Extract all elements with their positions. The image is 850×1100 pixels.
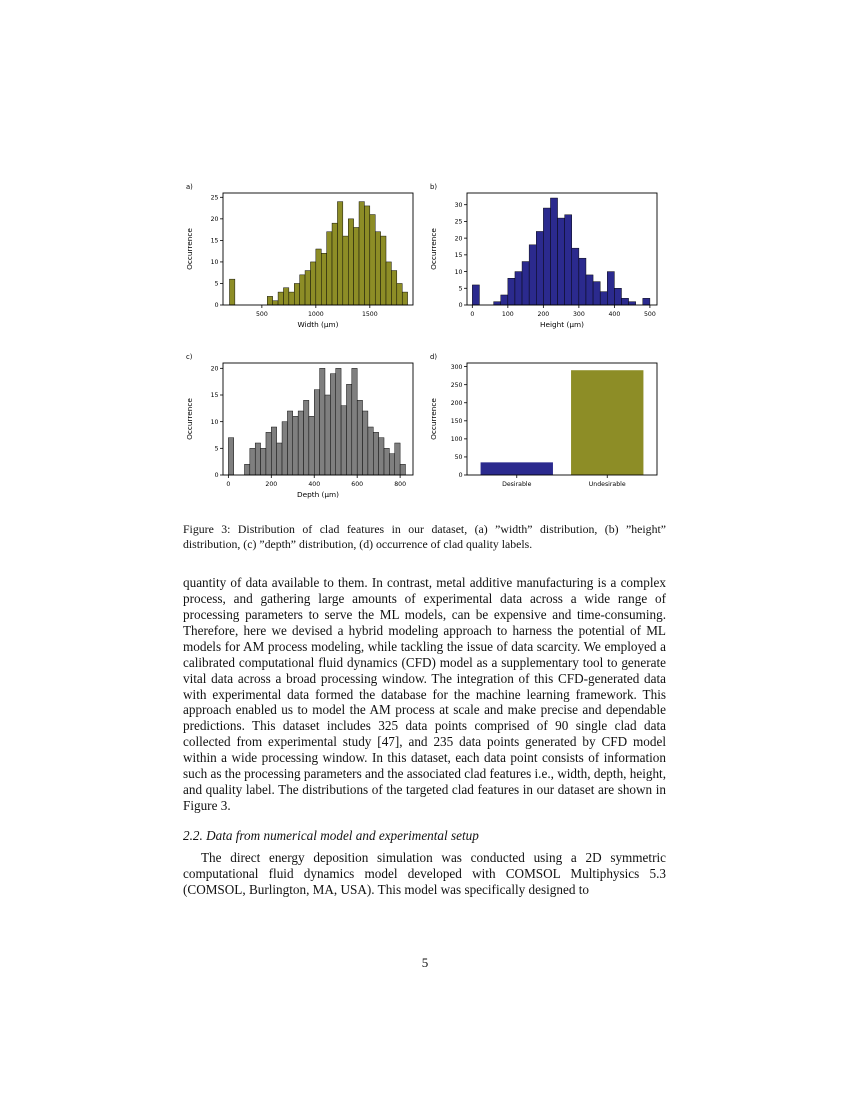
svg-text:300: 300 [572,311,585,318]
svg-text:30: 30 [454,201,463,209]
svg-text:5: 5 [458,285,463,293]
svg-text:15: 15 [210,392,219,400]
svg-text:10: 10 [454,268,463,276]
svg-text:400: 400 [308,481,321,488]
subplot-depth [183,350,419,506]
svg-text:200: 200 [450,399,463,407]
svg-text:Occurrence: Occurrence [185,398,194,440]
section-heading: 2.2. Data from numerical model and experimental setup [183,827,479,843]
svg-text:5: 5 [214,445,219,453]
svg-text:50: 50 [454,454,463,462]
svg-text:20: 20 [210,365,219,373]
svg-text:10: 10 [210,259,219,267]
svg-text:b): b) [430,183,437,191]
svg-text:100: 100 [501,311,514,318]
svg-text:Depth (μm): Depth (μm) [297,490,339,499]
svg-text:a): a) [186,183,193,191]
svg-text:Occurrence: Occurrence [429,398,438,440]
svg-text:25: 25 [454,218,463,226]
subplot-height [427,180,663,336]
svg-text:150: 150 [450,418,463,426]
svg-text:20: 20 [210,216,219,224]
svg-text:0: 0 [226,481,231,488]
svg-text:1000: 1000 [307,311,324,318]
svg-text:0: 0 [470,311,475,318]
svg-text:Occurrence: Occurrence [429,228,438,270]
svg-text:15: 15 [210,237,219,245]
text-column [183,180,666,898]
depth-histogram-chart [183,350,419,506]
svg-text:5: 5 [214,280,219,288]
svg-text:Height (μm): Height (μm) [540,320,584,329]
page-number: 5 [421,955,429,970]
svg-text:10: 10 [210,418,219,426]
figure-grid [183,180,666,506]
paragraph-1: quantity of data available to them. In contrast, metal additive manufacturing is a complex process, and gathering large amounts of experimental data across a wide range of processing parameters to serve the ML models, can be expensive and time-consuming. Therefore, here we devised a hybrid modeling approach to harness the potential of ML models for AM process modeling, while tackling the issue of data scarcity. We employed a calibrated computational fluid dynamics (CFD) model as a supplementary tool to generate vital data across a broad processing window. The integration of this CFD-generated data with experimental data formed the database for the machine learning framework. This approach enabled us to model the AM process at scale and make precise and dependable predictions. This dataset includes 325 data points comprised of 90 single clad data collected from experimental study [47], and 235 data points generated by CFD model within a wide processing window. In this dataset, each data point consists of information such as the processing parameters and the associated clad features i.e., width, depth, height, and quality label. The distributions of the targeted clad features in our dataset are shown in Figure 3. [183,575,667,813]
figure-3 [183,180,666,506]
svg-text:20: 20 [454,235,463,243]
svg-text:0: 0 [214,472,219,480]
quality-labels-chart [427,350,663,506]
svg-text:Desirable: Desirable [502,481,532,488]
width-histogram-chart [183,180,419,336]
svg-text:600: 600 [351,481,364,488]
svg-text:0: 0 [214,302,219,310]
figure-caption: Figure 3: Distribution of clad features in our dataset, (a) ”width” distribution, (b) ”height” distribution, (c) ”depth” distribution, (d) occurrence of clad quality labels. [183,522,666,551]
svg-text:200: 200 [265,481,278,488]
svg-text:250: 250 [450,381,463,389]
svg-text:800: 800 [394,481,407,488]
svg-text:0: 0 [458,302,463,310]
svg-text:Width (μm): Width (μm) [297,320,339,329]
svg-text:d): d) [430,353,437,361]
svg-text:15: 15 [454,252,463,260]
svg-text:100: 100 [450,436,463,444]
subplot-quality [427,350,663,506]
svg-text:1500: 1500 [361,311,378,318]
svg-text:0: 0 [458,472,463,480]
svg-text:400: 400 [608,311,621,318]
svg-text:25: 25 [210,194,219,202]
height-histogram-chart [427,180,663,336]
svg-text:c): c) [186,353,193,361]
svg-text:500: 500 [255,311,268,318]
svg-text:300: 300 [450,363,463,371]
svg-text:200: 200 [537,311,550,318]
subplot-width [183,180,419,336]
svg-text:500: 500 [643,311,656,318]
svg-text:Undesirable: Undesirable [588,481,626,488]
svg-text:Occurrence: Occurrence [185,228,194,270]
paragraph-2: The direct energy deposition simulation was conducted using a 2D symmetric computational fluid dynamics model developed with COMSOL Multiphysics 5.3 (COMSOL, Burlington, MA, USA). This model was specifically designed to [183,849,666,897]
